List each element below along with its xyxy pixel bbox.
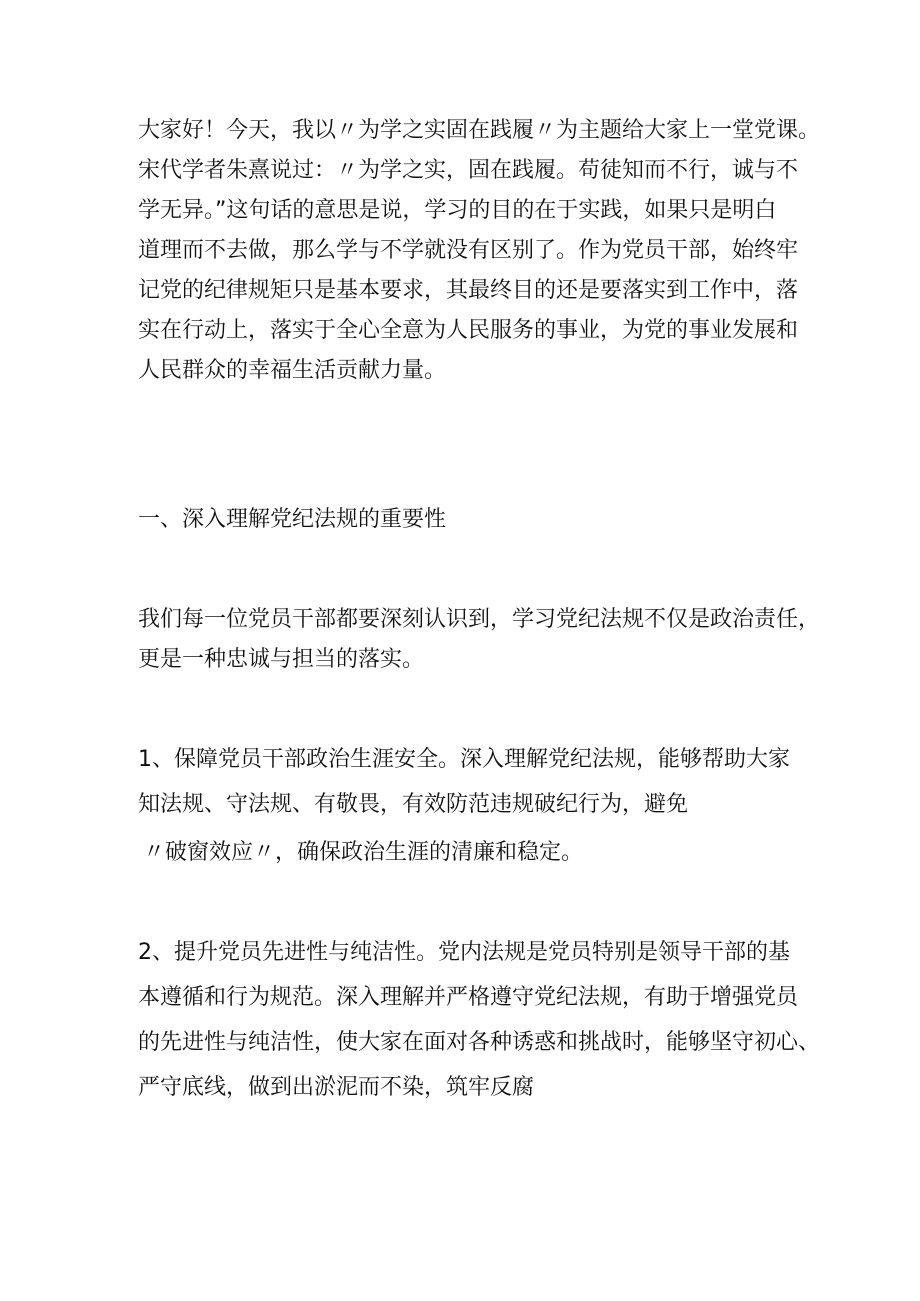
point2-line: 的先进性与纯洁性，使大家在面对各种诱惑和挑战时，能够坚守初心、	[138, 1030, 821, 1055]
intro-line: 道理而不去做，那么学与不学就没有区别了。作为党员干部，始终牢	[138, 238, 799, 263]
point2-line: 严守底线，做到出淤泥而不染，筑牢反腐	[138, 1075, 535, 1100]
point1-line: 知法规、守法规、有敬畏，有效防范违规破纪行为，避免	[138, 792, 689, 817]
section-heading: 一、深入理解党纪法规的重要性	[138, 507, 447, 532]
point2-line: 本遵循和行为规范。深入理解并严格遵守党纪法规，有助于增强党员	[138, 985, 799, 1010]
intro-line: 大家好！今天，我以〃为学之实固在践履〃为主题给大家上一堂党课。	[138, 118, 821, 143]
section-para-line: 我们每一位党员干部都要深刻认识到，学习党纪法规不仅是政治责任，	[138, 607, 821, 632]
intro-line: 学无异。”这句话的意思是说，学习的目的在于实践，如果只是明白	[138, 198, 777, 223]
intro-line: 宋代学者朱熹说过：〃为学之实，固在践履。苟徒知而不行，诚与不	[138, 158, 799, 183]
point2-line: 2、提升党员先进性与纯洁性。党内法规是党员特别是领导干部的基	[138, 940, 790, 965]
intro-line: 实在行动上，落实于全心全意为人民服务的事业，为党的事业发展和	[138, 318, 799, 343]
point1-line: 1、保障党员干部政治生涯安全。深入理解党纪法规，能够帮助大家	[138, 747, 790, 772]
section-para-line: 更是一种忠诚与担当的落实。	[138, 647, 425, 672]
intro-line: 记党的纪律规矩只是基本要求，其最终目的还是要落实到工作中，落	[138, 278, 799, 303]
point1-line: 〃破窗效应〃，确保政治生涯的清廉和稳定。	[143, 840, 584, 865]
intro-line: 人民群众的幸福生活贡献力量。	[138, 358, 447, 383]
